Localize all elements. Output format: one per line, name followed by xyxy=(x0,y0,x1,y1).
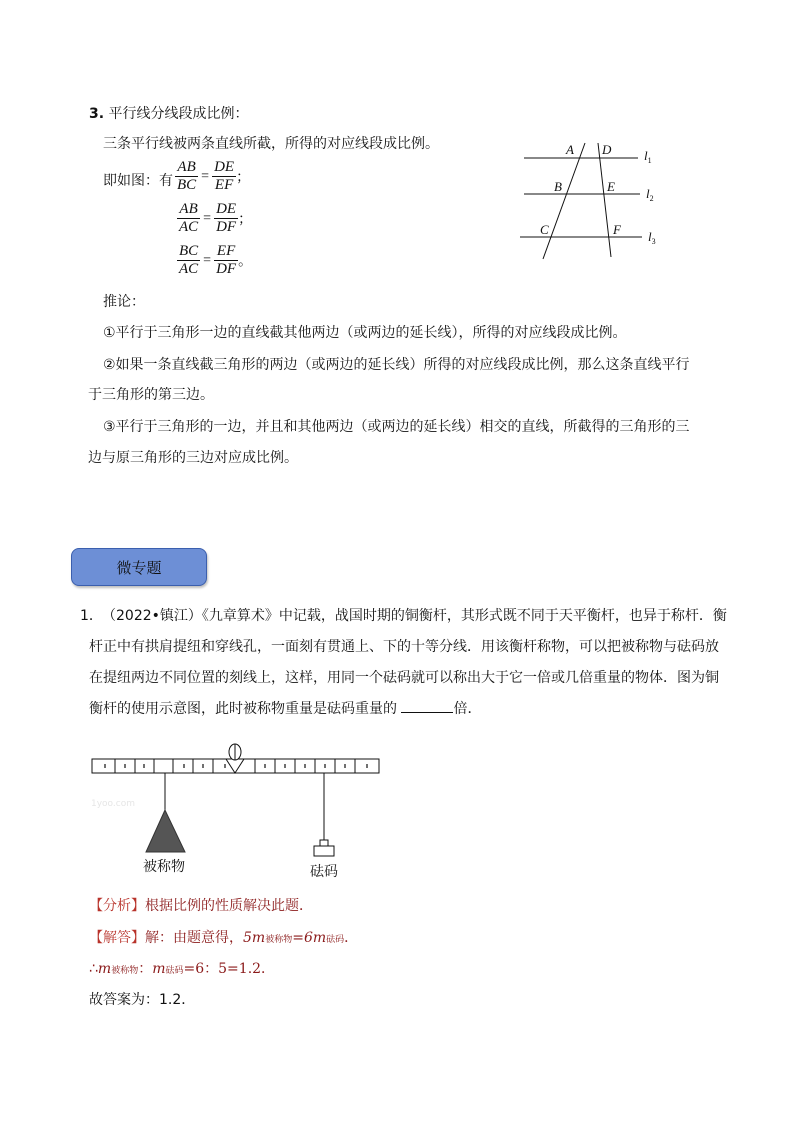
corollary-1: ①平行于三角形一边的直线截其他两边（或两边的延长线），所得的对应线段成比例。 xyxy=(103,325,627,341)
problem-line-3: 在提纽两边不同位置的刻线上，这样，用同一个砝码就可以称出大于它一倍或几倍重量的物体．图为铜 xyxy=(89,670,719,686)
point-D: D xyxy=(602,142,612,157)
corollary-3-cont: 边与原三角形的三边对应成比例。 xyxy=(88,450,298,466)
right-weight-label: 砝码 xyxy=(310,864,338,880)
analysis-line xyxy=(89,895,313,915)
fraction-row-3: $\frac{BC}{AC}$ = $\frac{EF}{DF}$ 。 xyxy=(179,243,253,277)
line-label-l1: $l_1$ xyxy=(644,148,652,165)
corollary-2-cont: 于三角形的第三边。 xyxy=(88,387,214,403)
therefore-line: ∴m被称物：m砝码=6：5=1.2． xyxy=(89,961,276,977)
parallel-lines-diagram xyxy=(510,135,670,265)
problem-number: 1． xyxy=(80,608,103,624)
left-weight-label: 被称物 xyxy=(143,859,185,875)
fraction-row-2: $\frac{AB}{AC}$ = $\frac{DE}{DF}$ ； xyxy=(179,201,253,235)
section-number: 3 xyxy=(89,106,99,122)
balance-figure xyxy=(85,722,395,882)
fraction-left: $\frac{BC}{AC}$ xyxy=(179,243,199,277)
analysis-text: 根据比例的性质解决此题． xyxy=(145,898,313,914)
fraction-intro: 即如图：有 xyxy=(103,173,173,189)
point-F: F xyxy=(613,222,621,237)
problem-line-1: （2022•镇江）《九章算术》中记载，战国时期的铜衡杆，其形式既不同于天平衡杆，也异于称杆．衡 xyxy=(102,608,727,624)
transversal-left xyxy=(543,143,585,259)
problem-tail: 倍． xyxy=(453,701,482,717)
fraction-right: $\frac{DE}{EF}$ xyxy=(214,159,235,193)
fraction-right: $\frac{EF}{DF}$ xyxy=(216,243,237,277)
final-answer: 故答案为：1.2． xyxy=(89,992,196,1008)
corollary-3: ③平行于三角形的一边，并且和其他两边（或两边的延长线）相交的直线，所截得的三角形的三 xyxy=(103,419,690,435)
micro-topic-badge: 微专题 xyxy=(71,548,207,586)
left-weight-triangle xyxy=(146,810,185,852)
point-C: C xyxy=(540,222,549,237)
transversal-right xyxy=(598,143,611,257)
line-label-l2: $l_2$ xyxy=(646,186,654,203)
line-label-l3: $l_3$ xyxy=(648,229,656,246)
problem-line-2: 杆正中有拱肩提纽和穿线孔，一面刻有贯通上、下的十等分线．用该衡杆称物，可以把被称物与砝码放 xyxy=(89,639,719,655)
fraction-row-1: $\frac{AB}{BC}$ = $\frac{DE}{EF}$ ； xyxy=(177,159,251,193)
section-title: 平行线分线段成比例： xyxy=(108,106,249,122)
fraction-left: $\frac{AB}{AC}$ xyxy=(179,201,199,235)
corollary-2: ②如果一条直线截三角形的两边（或两边的延长线）所得的对应线段成比例，那么这条直线平行 xyxy=(103,357,690,373)
point-E: E xyxy=(607,179,615,194)
weight-block xyxy=(314,846,334,856)
watermark: 1yoo.com xyxy=(91,799,135,809)
corollary-title: 推论： xyxy=(103,294,145,310)
problem-line-4: 衡杆的使用示意图，此时被称物重量是砝码重量的 倍． xyxy=(89,701,482,717)
fraction-left: $\frac{AB}{BC}$ xyxy=(177,159,197,193)
fraction-right: $\frac{DE}{DF}$ xyxy=(216,201,237,235)
theorem-text: 三条平行线被两条直线所截，所得的对应线段成比例。 xyxy=(103,136,439,152)
point-A: A xyxy=(566,142,574,157)
answer-tag: 【解答】 xyxy=(89,930,145,946)
analysis-tag: 【分析】 xyxy=(89,898,145,914)
answer-blank xyxy=(401,700,453,713)
weight-knob xyxy=(320,840,328,846)
section-heading: 3. 平行线分线段成比例： xyxy=(89,106,249,122)
point-B: B xyxy=(554,179,562,194)
answer-line: 【解答】解：由题意得，5m被称物=6m砝码． xyxy=(89,930,359,946)
